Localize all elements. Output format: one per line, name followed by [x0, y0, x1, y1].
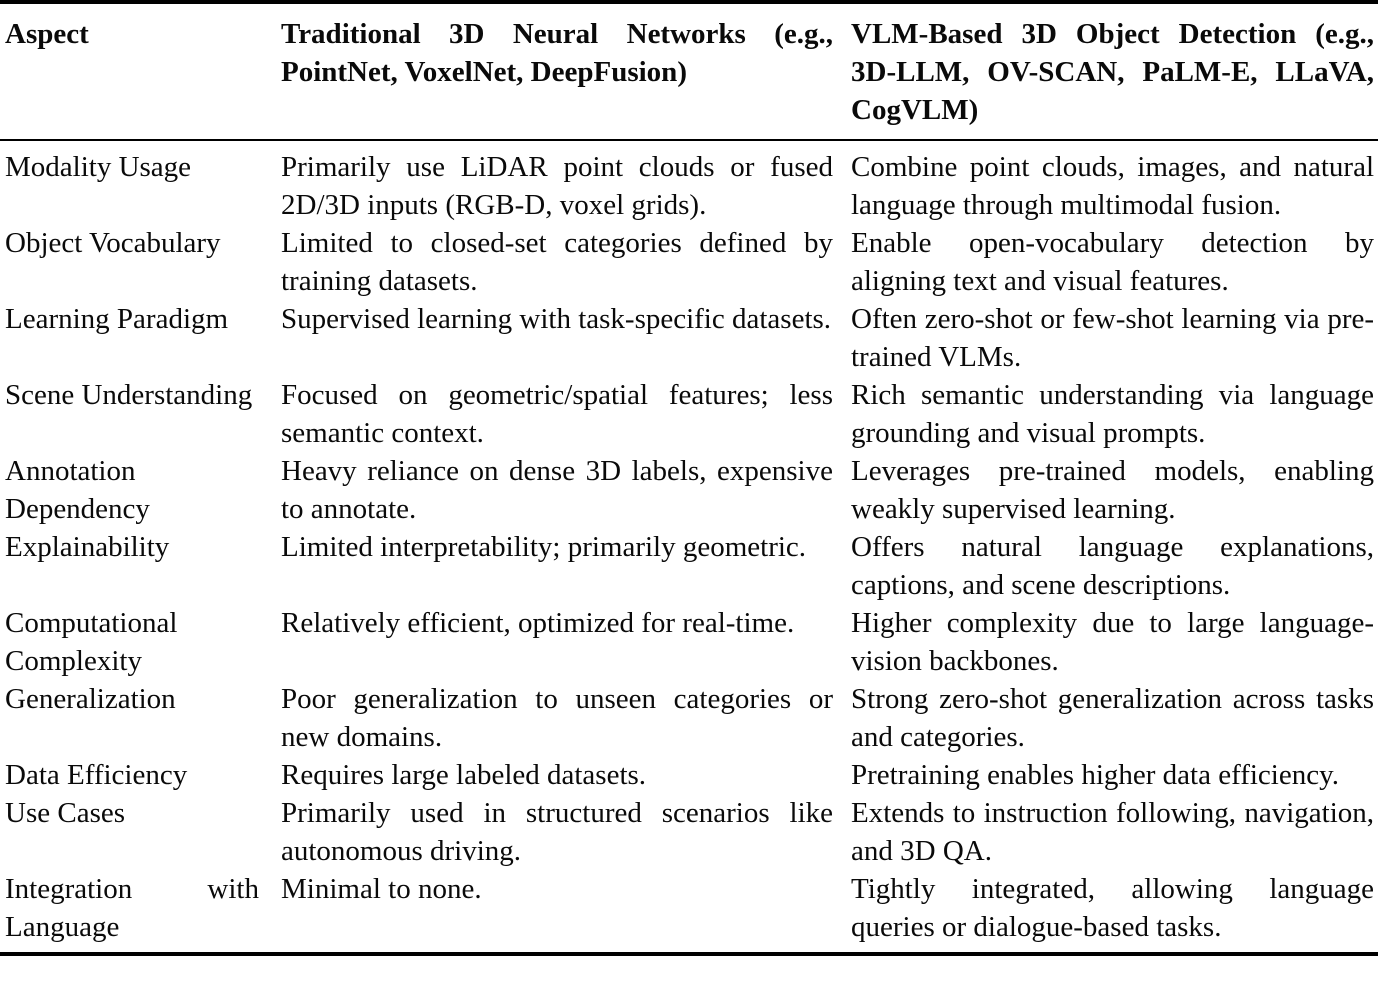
vlm-cell: Leverages pre-trained models, enabling weakly supervised learning.: [851, 455, 1374, 525]
vlm-cell: Offers natural language explanations, captions, and scene descriptions.: [851, 531, 1374, 601]
traditional-cell: Relatively efficient, optimized for real-time.: [281, 607, 795, 639]
traditional-cell: Requires large labeled datasets.: [281, 759, 647, 791]
aspect-cell: Use Cases: [5, 797, 126, 829]
aspect-cell: Computational Complexity: [5, 607, 178, 677]
vlm-cell: Strong zero-shot generalization across tasks and categories.: [851, 683, 1374, 753]
aspect-cell: Annotation Dependency: [5, 455, 150, 525]
traditional-cell: Primarily used in structured scenarios like autonomous driving.: [281, 797, 833, 867]
aspect-cell: Scene Understanding: [5, 379, 253, 411]
vlm-cell: Pretraining enables higher data efficiency.: [851, 759, 1339, 791]
traditional-cell: Limited to closed-set categories defined by training datasets.: [281, 227, 833, 297]
table-header: [0, 2, 1378, 140]
aspect-cell: Object Vocabulary: [5, 227, 221, 259]
table-row: [0, 300, 1378, 376]
table-row: [0, 756, 1378, 794]
vlm-cell: Higher complexity due to large language-vision backbones.: [851, 607, 1374, 677]
table-row: [0, 794, 1378, 870]
table-row: [0, 870, 1378, 954]
vlm-cell: Combine point clouds, images, and natural language through multimodal fusion.: [851, 151, 1374, 221]
traditional-cell: Poor generalization to unseen categories or new domains.: [281, 683, 833, 753]
table-row: [0, 528, 1378, 604]
column-header-vlm-based: VLM-Based 3D Object Detection (e.g., 3D-LLM, OV-SCAN, PaLM-E, LLaVA, CogVLM): [851, 2, 1378, 140]
vlm-cell: Extends to instruction following, navigation, and 3D QA.: [851, 797, 1374, 867]
table-row: [0, 376, 1378, 452]
table-row: [0, 680, 1378, 756]
traditional-cell: Supervised learning with task-specific datasets.: [281, 303, 832, 335]
vlm-cell: Tightly integrated, allowing language queries or dialogue-based tasks.: [851, 873, 1374, 943]
aspect-cell: Integration with Language: [5, 873, 259, 943]
table-row: [0, 224, 1378, 300]
vlm-cell: Enable open-vocabulary detection by aligning text and visual features.: [851, 227, 1374, 297]
column-header-traditional-3d: Traditional 3D Neural Networks (e.g., PointNet, VoxelNet, DeepFusion): [281, 2, 851, 140]
column-header-aspect: Aspect: [0, 2, 281, 140]
vlm-cell: Often zero-shot or few-shot learning via pre-trained VLMs.: [851, 303, 1374, 373]
aspect-cell: Data Efficiency: [5, 759, 188, 791]
aspect-cell: Generalization: [5, 683, 176, 715]
traditional-cell: Limited interpretability; primarily geometric.: [281, 531, 807, 563]
traditional-cell: Heavy reliance on dense 3D labels, expensive to annotate.: [281, 455, 833, 525]
aspect-cell: Learning Paradigm: [5, 303, 229, 335]
aspect-cell: Explainability: [5, 531, 170, 563]
table-row: [0, 140, 1378, 224]
traditional-cell: Primarily use LiDAR point clouds or fused 2D/3D inputs (RGB-D, voxel grids).: [281, 151, 833, 221]
traditional-cell: Focused on geometric/spatial features; less semantic context.: [281, 379, 833, 449]
vlm-cell: Rich semantic understanding via language grounding and visual prompts.: [851, 379, 1374, 449]
table-row: [0, 604, 1378, 680]
table-body: [0, 140, 1378, 954]
aspect-cell: Modality Usage: [5, 151, 192, 183]
header-row: [0, 2, 1378, 140]
traditional-cell: Minimal to none.: [281, 873, 482, 905]
table-row: [0, 452, 1378, 528]
